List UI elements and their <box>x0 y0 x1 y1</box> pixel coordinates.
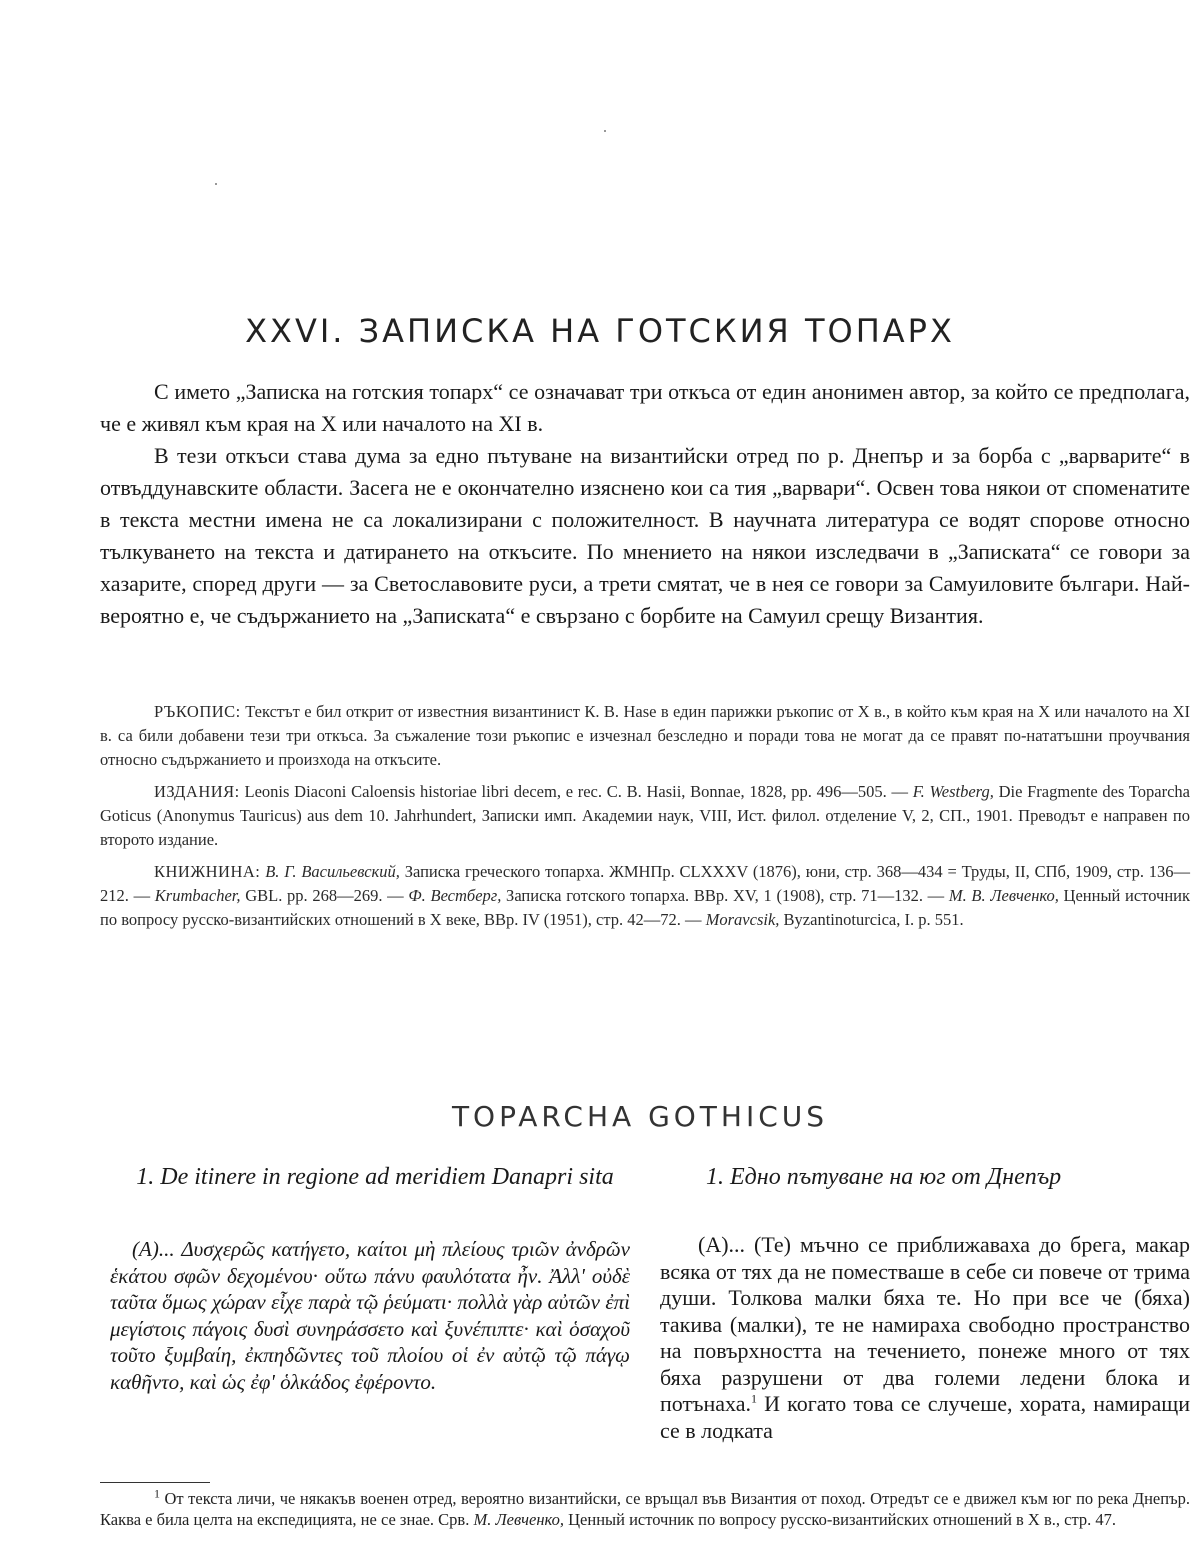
intro-paragraph-2: В тези откъси става дума за едно пътуване на византийски отред по р. Днепър и за борба с „варварите“ в отвъддунавските области. Засега не е окончателно изяснено кои са тия „варвари“. Освен това някои от споменатите в текста местни имена не са локализирани с положителност. В научната литература се водят спорове относно тълкуването на текста и датирането на откъсите. По мнението на някои изследвачи в „Записката“ се говори за хазарите, според други — за Светославовите руси, а трети смятат, че в нея се говори за Самуиловите българи. Най-вероятно е, че съдържанието на „Записката“ е свързано с борбите на Самуил срещу Византия. <box>100 443 1190 628</box>
literature-author: Krumbacher, <box>154 886 241 905</box>
bulgarian-text-main: (А)... (Те) мъчно се приближаваха до брега, макар всяка от тях да не поместваше в себе си повече от трима души. Толкова малки бяха те. Но при все че (бяха) такива (малки), те не намираха свободно пространство на повърхността на течението, понеже много от тях бяха разрушени от два големи ледени блока и потънаха. <box>660 1232 1190 1416</box>
scan-speck <box>215 183 217 185</box>
literature-label: КНИЖНИНА: <box>154 862 261 881</box>
editions-text-b: Die Fragmente des Toparcha Goticus (Anonymus Tauricus) aus dem 10. Jahrhundert, Записки имп. Академии наук, VIII, Ист. филол. отделение V, 2, СП., 1901. Преводът е направен по второто издание. <box>100 782 1190 849</box>
greek-text: (A)... Δυσχερῶς κατήγετο, καίτοι μὴ πλείους τριῶν ἀνδρῶν ἑκάτου σφῶν δεχομένου· οὕτω πάνυ φαυλότατα ἦν. Ἀλλ' οὐδὲ ταῦτα ὅμως χώραν εἶχε παρὰ τῷ ῥεύματι· πολλὰ γὰρ αὐτῶν ἐπὶ μεγίστοις πάγοις δυσὶ συνηράσσετο καὶ ξυνέπιπτε· καὶ ὁσαχοῦ τοῦτο ξυμβαίη, ἐκπηδῶντες τοῦ πλοίου οἱ ἐν αὐτῷ τῷ πάγῳ καθῆντο, καὶ ὡς ἐφ' ὁλκάδος ἐφέροντο. <box>110 1237 630 1394</box>
manuscript-text: Текстът е бил открит от известния византинист К. В. Hase в един парижки ръкопис от X в., в който към края на X или началото на XI в. са били добавени тези три откъса. За съжаление този ръкопис е изчезнал безследно и поради това не могат да се правят по-нататъшни проучвания относно съдържанието и произхода на откъсите. <box>100 702 1191 769</box>
section-title: TOPARCHA GOTHICUS <box>451 1100 829 1133</box>
intro-text <box>100 376 1190 632</box>
literature-text: Записка греческого топарха. ЖМНПр. CLXXXV (1876), юни, стр. 368—434 = Труды, II, СПб, 1909, стр. 136—212. — <box>100 862 1191 905</box>
footnote-divider <box>100 1482 210 1483</box>
footnote-reference: 1 <box>751 1391 757 1406</box>
literature-text: Записка готского топарха. ВВр. XV, 1 (1908), стр. 71—132. — <box>506 886 945 905</box>
literature-text: Byzantinoturcica, I. p. 551. <box>783 910 964 929</box>
footnote-text-a: От текста личи, че някакъв военен отред, вероятно византийски, се връщал във Византия от поход. Отредът се е движел към юг по река Днепър. Каква е била целта на експедицията, не се знае. Срв. <box>100 1489 1190 1529</box>
footnote-text-b: Ценный источник по вопросу русско-византийских отношений в X в., стр. 47. <box>568 1510 1117 1529</box>
manuscript-label: РЪКОПИС: <box>154 702 241 721</box>
literature-note <box>100 860 1190 932</box>
bulgarian-text-end: И когато това се случеше, хората, намиращи се в лодката <box>660 1391 1190 1443</box>
literature-author: М. В. Левченко, <box>948 886 1059 905</box>
literature-text: GBL. pp. 268—269. — <box>245 886 404 905</box>
editions-note <box>100 780 1190 852</box>
editions-author: F. Westberg, <box>912 782 994 801</box>
footnote <box>100 1488 1190 1530</box>
literature-author: Ф. Вестберг, <box>408 886 502 905</box>
literature-author: Moravcsik, <box>705 910 780 929</box>
intro-paragraph-1: С името „Записка на готския топарх“ се означават три откъса от един анонимен автор, за който се предполага, че е живял към края на X или началото на XI в. <box>100 379 1190 436</box>
scan-speck <box>604 130 606 132</box>
literature-text: Ценный источник по вопросу русско-византийских отношений в X веке, ВВр. IV (1951), стр. 42—72. — <box>100 886 1191 929</box>
bulgarian-text <box>660 1232 1190 1444</box>
literature-author: В. Г. Васильевский, <box>265 862 400 881</box>
manuscript-note <box>100 700 1190 772</box>
bulgarian-column-heading: 1. Едно пътуване на юг от Днепър <box>706 1164 1062 1190</box>
footnote-author: М. Левченко, <box>473 1510 564 1529</box>
editions-label: ИЗДАНИЯ: <box>154 782 240 801</box>
chapter-title: XXVI. ЗАПИСКА НА ГОТСКИЯ ТОПАРХ <box>245 312 955 350</box>
editions-text-a: Leonis Diaconi Caloensis historiae libri decem, e rec. C. B. Hasii, Bonnae, 1828, pp. 496—505. — <box>244 782 908 801</box>
footnote-marker: 1 <box>154 1486 160 1501</box>
bibliographic-notes <box>100 700 1190 940</box>
latin-column-heading: 1. De itinere in regione ad meridiem Danapri sita <box>136 1164 614 1190</box>
